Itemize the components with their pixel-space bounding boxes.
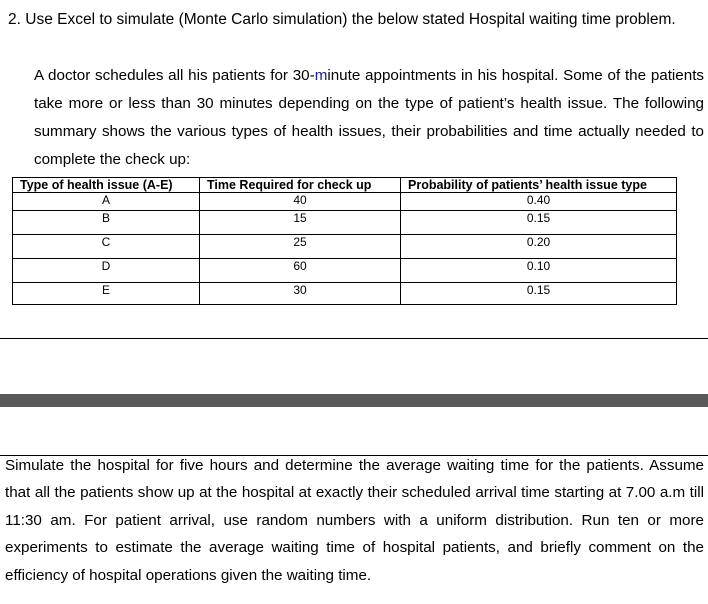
question-number: 2. xyxy=(8,11,21,28)
cell-type: A xyxy=(13,193,200,211)
table-row xyxy=(13,193,677,211)
cell-probability: 0.15 xyxy=(401,211,677,235)
cell-type: B xyxy=(13,211,200,235)
cell-time: 40 xyxy=(200,193,401,211)
cell-time: 60 xyxy=(200,259,401,283)
cell-time: 15 xyxy=(200,211,401,235)
table-row xyxy=(13,235,677,259)
cell-time: 30 xyxy=(200,283,401,305)
table-row xyxy=(13,259,677,283)
question-text: Use Excel to simulate (Monte Carlo simulation) the below stated Hospital waiting time problem. xyxy=(25,11,676,28)
table-row xyxy=(13,283,677,305)
header-type: Type of health issue (A-E) xyxy=(13,178,200,193)
intro-paragraph xyxy=(34,62,704,174)
intro-text-before: A doctor schedules all his patients for 30- xyxy=(34,67,315,84)
health-issue-table xyxy=(12,177,677,305)
cell-probability: 0.15 xyxy=(401,283,677,305)
cell-type: E xyxy=(13,283,200,305)
cell-probability: 0.10 xyxy=(401,259,677,283)
section-separator-bar xyxy=(0,394,708,407)
header-probability: Probability of patients’ health issue type xyxy=(401,178,677,193)
header-time: Time Required for check up xyxy=(200,178,401,193)
table-row xyxy=(13,211,677,235)
table-header-row xyxy=(13,178,677,193)
simulation-text: Simulate the hospital for five hours and determine the average waiting time for the patients. Assume that all the patients show up at the hospital at exactly their scheduled arrival time starting at 7.00 a.m till 11:30 am. For patient arrival, use random numbers with a uniform distribution. Run ten or more experiments to estimate the average waiting time of hospital patients, and briefly comment on the efficiency of hospital operations given the waiting time. xyxy=(5,457,704,584)
intro-text-highlight: m xyxy=(314,67,328,84)
cell-time: 25 xyxy=(200,235,401,259)
cell-probability: 0.40 xyxy=(401,193,677,211)
cell-type: D xyxy=(13,259,200,283)
simulation-paragraph xyxy=(5,452,704,589)
divider-line xyxy=(0,338,708,339)
intro-text-after: inute appointments in his hospital. Some of the patients take more or less than 30 minutes depending on the type of patient’s health issue. The following summary shows the various types of health issues, their probabilities and time actually needed to complete the check up: xyxy=(34,67,705,168)
question-title xyxy=(8,11,676,29)
cell-type: C xyxy=(13,235,200,259)
cell-probability: 0.20 xyxy=(401,235,677,259)
